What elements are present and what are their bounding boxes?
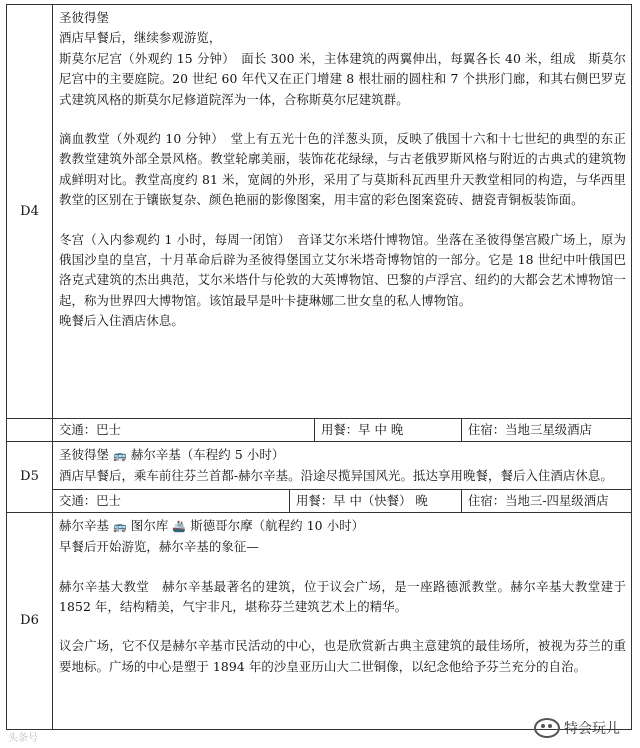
day-content <box>53 5 632 419</box>
meals-info: 用餐：早 中 晚 <box>315 419 462 441</box>
wechat-icon <box>534 718 560 738</box>
hotel-info: 住宿：当地三-四星级酒店 <box>468 492 609 508</box>
watermark-right <box>534 718 620 738</box>
day-content <box>53 442 632 490</box>
day-label: D6 <box>7 512 53 729</box>
day-content <box>53 512 632 729</box>
day-label: D5 <box>7 442 53 513</box>
intro-text: 酒店早餐后，继续参观游览， <box>59 30 222 46</box>
route-c: 斯德哥尔摩（航程约 10 小时） <box>190 517 365 533</box>
day-title: 圣彼得堡 <box>59 10 109 25</box>
watermark-left: 头条号 <box>8 733 38 744</box>
day-row-d6 <box>7 512 632 729</box>
day-footer-d4 <box>7 419 632 442</box>
closing-text: 晚餐后入住酒店休息。 <box>59 313 184 329</box>
route-a: 赫尔辛基 <box>59 517 109 533</box>
day-row-d4 <box>7 5 632 419</box>
transport-info: 交通：巴士 <box>53 490 290 512</box>
ship-icon: 🚢 <box>172 519 187 533</box>
day-title <box>59 516 626 537</box>
transport-info: 交通：巴士 <box>53 419 315 441</box>
hotel-info: 住宿：当地三星级酒店 <box>468 422 592 437</box>
paragraph: 滴血教堂（外观约 10 分钟） 堂上有五光十色的洋葱头顶，反映了俄国十六和十七世纪的典型的东正教教堂建筑外部全景风格。教堂轮廓美丽，装饰花花绿绿，与古老俄罗斯风格与附近的古典式的建筑物成鲜明对比。教堂高度约 81 米，宽阔的外形，采用了与莫斯科瓦西里升天教堂相同的构造，与华西里教堂的区别在于镶嵌复杂、颜色艳丽的影像图案，用丰富的彩色图案瓷砖、搪瓷青铜板装饰面。 <box>59 131 626 208</box>
paragraph: 冬宫（入内参观约 1 小时，每周一闭馆） 音译艾尔米塔什博物馆。坐落在圣彼得堡宫殿广场上，原为俄国沙皇的皇宫，十月革命后辟为圣彼得堡国立艾尔米塔奇博物馆的一部分。它是 18 世纪中叶俄国巴洛克式建筑的杰出典范，艾尔米塔什与伦敦的大英博物馆、巴黎的卢浮宫、纽约的大都会艺术博物馆一起，称为世界四大博物馆。该馆最早是叶卡捷琳娜二世女皇的私人博物馆。 <box>59 231 626 308</box>
bus-icon: 🚌 <box>113 519 127 533</box>
bus-icon: 🚌 <box>113 449 127 462</box>
paragraph: 斯莫尔尼宫（外观约 15 分钟） 面长 300 米，主体建筑的两翼伸出，每翼各长 40 米，组成 斯莫尔尼宫中的主要庭院。20 世纪 60 年代又在正门增建 8 根壮丽的圆柱和 7 个拱形门廊，和其右侧巴罗克式建筑风格的斯莫尔尼修道院浑为一体，合称斯莫尔尼建筑群。 <box>59 50 626 107</box>
meals-info: 用餐：早 中（快餐） 晚 <box>290 490 462 512</box>
day-footer-d5 <box>7 489 632 512</box>
day-title <box>59 445 626 466</box>
paragraph: 议会广场，它不仅是赫尔辛基市民活动的中心，也是欣赏新古典主意建筑的最佳场所，被视为芬兰的重要地标。广场的中心是塑于 1894 年的沙皇亚历山大二世铜像，以纪念他给予芬兰充分的自治。 <box>59 638 626 674</box>
day-label: D4 <box>7 5 53 419</box>
route-from: 圣彼得堡 <box>59 447 109 462</box>
route-to: 赫尔辛基（车程约 5 小时） <box>130 447 285 462</box>
intro-text: 早餐后开始游览，赫尔辛基的象征— <box>59 539 259 555</box>
paragraph: 酒店早餐后，乘车前往芬兰首都-赫尔辛基。沿途尽揽异国风光。抵达享用晚餐，餐后入住酒店休息。 <box>59 468 613 484</box>
day-row-d5 <box>7 442 632 490</box>
watermark-text: 特会玩儿 <box>564 721 620 737</box>
paragraph: 赫尔辛基大教堂 赫尔辛基最著名的建筑，位于议会广场，是一座路德派教堂。赫尔辛基大教堂建于 1852 年，结构精美，气宇非凡，堪称芬兰建筑艺术上的精华。 <box>59 578 626 615</box>
itinerary-table <box>6 4 632 730</box>
route-b: 图尔库 <box>130 517 169 533</box>
